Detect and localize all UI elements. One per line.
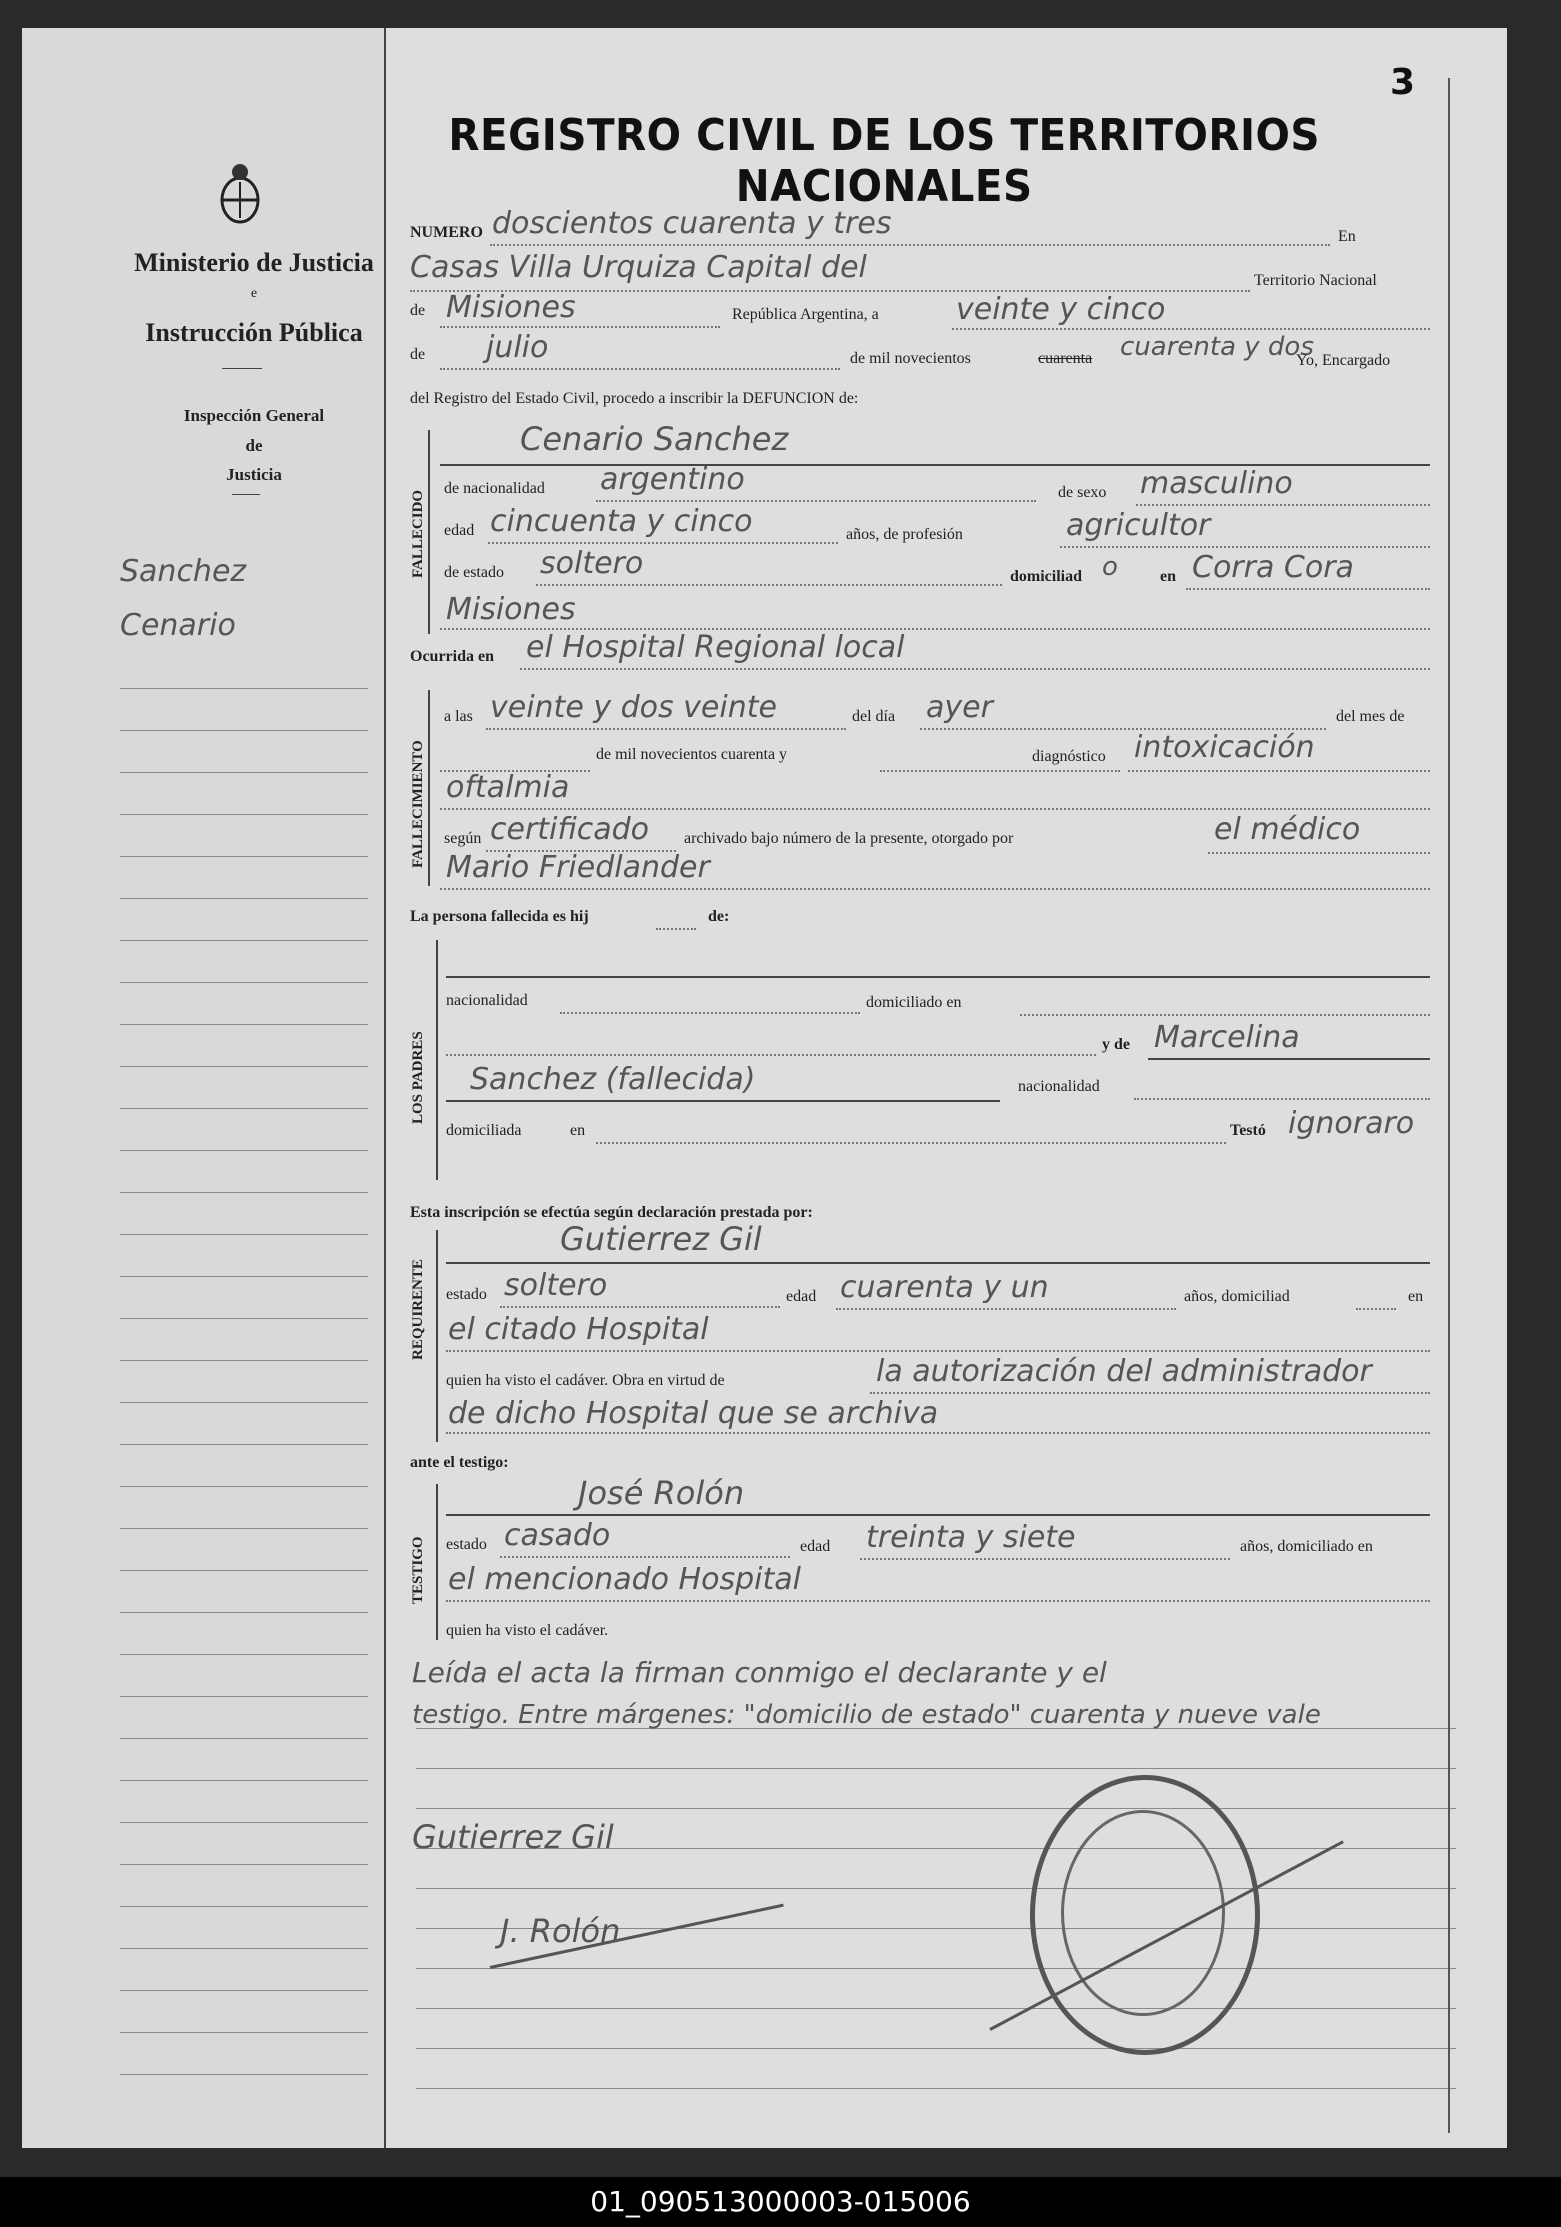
hora-value: veinte y dos veinte [490,690,777,725]
segun-value: certificado [490,812,650,847]
ruled-line [120,1234,368,1235]
estado-line [536,584,1002,586]
padre-nacionalidad-line [560,1012,860,1014]
month-line [440,368,840,370]
numero-value: doscientos cuarenta y tres [492,206,892,241]
day-value: veinte y cinco [956,292,1166,327]
requirente-estado-value: soltero [504,1268,608,1303]
diagnostico-line [1128,770,1430,772]
territorio-label: Territorio Nacional [1254,272,1377,289]
hora-label: a las [444,708,473,725]
ruled-line [120,1654,368,1655]
profesion-label: años, de profesión [846,526,963,543]
otorgado-line [1208,852,1430,854]
page-number: 3 [1390,62,1416,103]
domicilio-label: domiciliad [1010,568,1083,585]
divider [222,368,262,369]
requirente-domicilio-line2 [446,1350,1430,1352]
padre-domicilio-label: domiciliado en [866,994,962,1011]
ruled-line [120,1150,368,1151]
persona-line [656,928,696,930]
testo-label: Testó [1230,1122,1266,1139]
fallecido-bracket [428,430,430,634]
ruled-line [120,856,368,857]
ruled-line [120,1108,368,1109]
de-label: de [410,302,426,319]
padre-nacionalidad-label: nacionalidad [446,992,528,1009]
testigo-edad-value: treinta y siete [866,1520,1076,1555]
requirente-bracket [436,1230,438,1442]
closing-line1: Leída el acta la firman conmigo el declarante y el [412,1656,1107,1689]
nacionalidad-value: argentino [600,462,745,497]
ruled-line [120,1024,368,1025]
edad-line [488,542,838,544]
signature-testigo: J. Rolón [500,1912,621,1950]
nacionalidad-label: de nacionalidad [444,480,545,497]
madre-value: Marcelina [1154,1020,1300,1055]
day-line [952,328,1430,330]
coat-of-arms-icon [218,160,262,226]
padres-bracket [436,940,438,1180]
domiciliada-line [596,1142,1226,1144]
medico-line [440,888,1430,890]
file-id-footer: 01_090513000003-015006 [0,2177,1561,2227]
domicilio-line [1186,588,1430,590]
ruled-line [120,1570,368,1571]
republica-label: República Argentina, a [732,306,879,323]
requirente-name: Gutierrez Gil [560,1220,762,1258]
ruled-line [416,2048,1456,2049]
ministry-line2: Instrucción Pública [145,318,363,347]
diagnostico-label: diagnóstico [1032,748,1106,765]
fallecimiento-section-label: FALLECIMIENTO [410,740,426,868]
sexo-line [1136,504,1430,506]
ruled-line [416,1808,1456,1809]
ruled-line [120,982,368,983]
ruled-line [120,1318,368,1319]
requirente-en-label: en [1408,1288,1424,1305]
requirente-visto-value2: de dicho Hospital que se archiva [448,1396,939,1431]
requirente-domicilio-line [1356,1308,1396,1310]
requirente-visto-line [870,1392,1430,1394]
medico-value: Mario Friedlander [446,850,710,885]
requirente-edad-line [836,1308,1176,1310]
ruled-line [120,1948,368,1949]
dia-label: del día [852,708,896,725]
ruled-line [120,1696,368,1697]
madre-name-line [1148,1058,1430,1060]
ruled-line [120,940,368,941]
signature-declarante: Gutierrez Gil [412,1818,614,1856]
requirente-edad-label: edad [786,1288,817,1305]
margin-note-surname: Sanchez [120,554,247,589]
ruled-line [120,1990,368,1991]
fallecido-section-label: FALLECIDO [410,489,426,578]
en-label: En [1338,228,1356,245]
ruled-line [120,730,368,731]
profesion-line [1060,546,1430,548]
domicilio-en: en [1160,568,1176,585]
fallecimiento-bracket [428,690,430,886]
ruled-line [120,688,368,689]
ruled-line [120,1192,368,1193]
ruled-line [120,1738,368,1739]
inspection-line3: Justicia [226,465,282,484]
ruled-line [120,1276,368,1277]
requirente-visto-label: quien ha visto el cadáver. Obra en virtud de [446,1372,725,1389]
testigo-estado-label: estado [446,1536,487,1553]
testigo-bracket [436,1484,438,1640]
ruled-line [120,1066,368,1067]
edad-label: edad [444,522,475,539]
padres-section-label: LOS PADRES [410,1031,426,1124]
ocurrida-line [520,668,1430,670]
ruled-line [120,1780,368,1781]
domicilio-suffix: o [1102,552,1118,582]
month-value: julio [486,330,549,365]
testigo-domicilio-value: el mencionado Hospital [448,1562,801,1597]
persona-label: La persona fallecida es hij [410,908,589,925]
place-value: Casas Villa Urquiza Capital del [410,250,867,285]
testigo-name-line [446,1514,1430,1516]
ruled-line [120,772,368,773]
dia-value: ayer [926,690,993,725]
requirente-intro: Esta inscripción se efectúa según declaración prestada por: [410,1204,813,1221]
sexo-value: masculino [1140,466,1293,501]
requirente-domicilio-label: años, domiciliad [1184,1288,1290,1305]
testigo-edad-label: edad [800,1538,831,1555]
madre-value2: Sanchez (fallecida) [470,1062,756,1097]
domicilio-value2: Misiones [446,592,576,627]
segun-label: según [444,830,482,847]
madre-nacionalidad-label: nacionalidad [1018,1078,1100,1095]
ruled-line [120,1528,368,1529]
ruled-line [120,1444,368,1445]
testigo-section-label: TESTIGO [410,1536,426,1604]
inspection-line2: de [245,436,263,455]
mes-label: del mes de [1336,708,1405,725]
domicilio-value: Corra Cora [1192,550,1354,585]
domiciliada-en: en [570,1122,586,1139]
testigo-estado-line [500,1556,790,1558]
estado-label: de estado [444,564,504,581]
ruled-line [120,814,368,815]
hora-line [486,728,846,730]
ruled-line [120,1822,368,1823]
seal-inner-ring [1061,1810,1225,2016]
ocurrida-value: el Hospital Regional local [526,630,905,665]
requirente-section-label: REQUIRENTE [410,1259,426,1360]
ruled-line [120,1486,368,1487]
requirente-estado-line [500,1306,780,1308]
ruled-line [416,2088,1456,2089]
estado-value: soltero [540,546,644,581]
ruled-line [416,1968,1456,1969]
ocurrida-label: Ocurrida en [410,648,494,665]
inspection-line1: Inspección General [183,406,325,425]
ruled-line [120,1402,368,1403]
profesion-value: agricultor [1066,508,1211,543]
requirente-visto-line2 [446,1432,1430,1434]
year-struck: cuarenta [1038,350,1093,367]
nacionalidad-line [596,500,1036,502]
left-margin-column [22,28,386,2148]
numero-line [490,244,1330,246]
madre-nacionalidad-line [1134,1098,1430,1100]
closing-line2: testigo. Entre márgenes: "domicilio de estado" cuarenta y nueve vale [412,1700,1321,1730]
testigo-domicilio-line [446,1600,1430,1602]
margin-note-name: Cenario [120,608,236,643]
intro-text: del Registro del Estado Civil, procedo a inscribir la DEFUNCION de: [410,390,859,407]
diagnostico-value2: oftalmia [446,770,570,805]
ruled-line [120,1906,368,1907]
fallecido-name: Cenario Sanchez [520,420,789,458]
year-label: de mil novecientos [850,350,971,367]
diagnostico-value: intoxicación [1134,730,1315,765]
divider [232,494,260,495]
domiciliada-label: domiciliada [446,1122,522,1139]
archivado-label: archivado bajo número de la presente, otorgado por [684,830,1014,847]
numero-label: NUMERO [410,224,483,241]
sexo-label: de sexo [1058,484,1107,501]
testigo-name: José Rolón [578,1474,745,1512]
edad-value: cincuenta y cinco [490,504,753,539]
official-seal [1030,1775,1260,2055]
otorgado-value: el médico [1214,812,1361,847]
testigo-domicilio-label: años, domiciliado en [1240,1538,1373,1555]
ruled-line [120,2032,368,2033]
padres-de-label: de: [708,908,730,925]
ministry-line1: Ministerio de Justicia [134,248,374,277]
territorio-value: Misiones [446,290,576,325]
right-margin-rule [1448,78,1450,2133]
madre-name-line2 [446,1100,1000,1102]
year-value: cuarenta y dos [1120,332,1314,362]
ruled-line [120,1360,368,1361]
requirente-domicilio-value: el citado Hospital [448,1312,709,1347]
testo-value: ignoraro [1288,1106,1415,1141]
de2-label: de [410,346,426,363]
testigo-estado-value: casado [504,1518,611,1553]
padre-domicilio-line [1020,1014,1430,1016]
diagnostico-line2 [440,808,1430,810]
ruled-line [120,1864,368,1865]
testigo-intro: ante el testigo: [410,1454,509,1471]
y-de-label: y de [1102,1036,1130,1053]
ruled-line [416,1888,1456,1889]
encargado-label: Yo, Encargado [1296,352,1391,369]
requirente-edad-value: cuarenta y un [840,1270,1049,1305]
ruled-line [416,1768,1456,1769]
ruled-line [120,898,368,899]
anio-line [880,770,1120,772]
testigo-edad-line [860,1558,1230,1560]
padre-extra-line [446,1054,1096,1056]
ministry-and: e [250,286,258,301]
anio-label: de mil novecientos cuarenta y [596,746,788,763]
ruled-line [120,1612,368,1613]
territorio-line [440,326,720,328]
requirente-name-line [446,1262,1430,1264]
ruled-line [120,2074,368,2075]
padre-name-line [446,976,1430,978]
testigo-visto-label: quien ha visto el cadáver. [446,1622,609,1639]
requirente-visto-value: la autorización del administrador [876,1354,1372,1389]
page-title: REGISTRO CIVIL DE LOS TERRITORIOS NACIONALES [448,110,1321,212]
ruled-line [416,2008,1456,2009]
requirente-estado-label: estado [446,1286,487,1303]
